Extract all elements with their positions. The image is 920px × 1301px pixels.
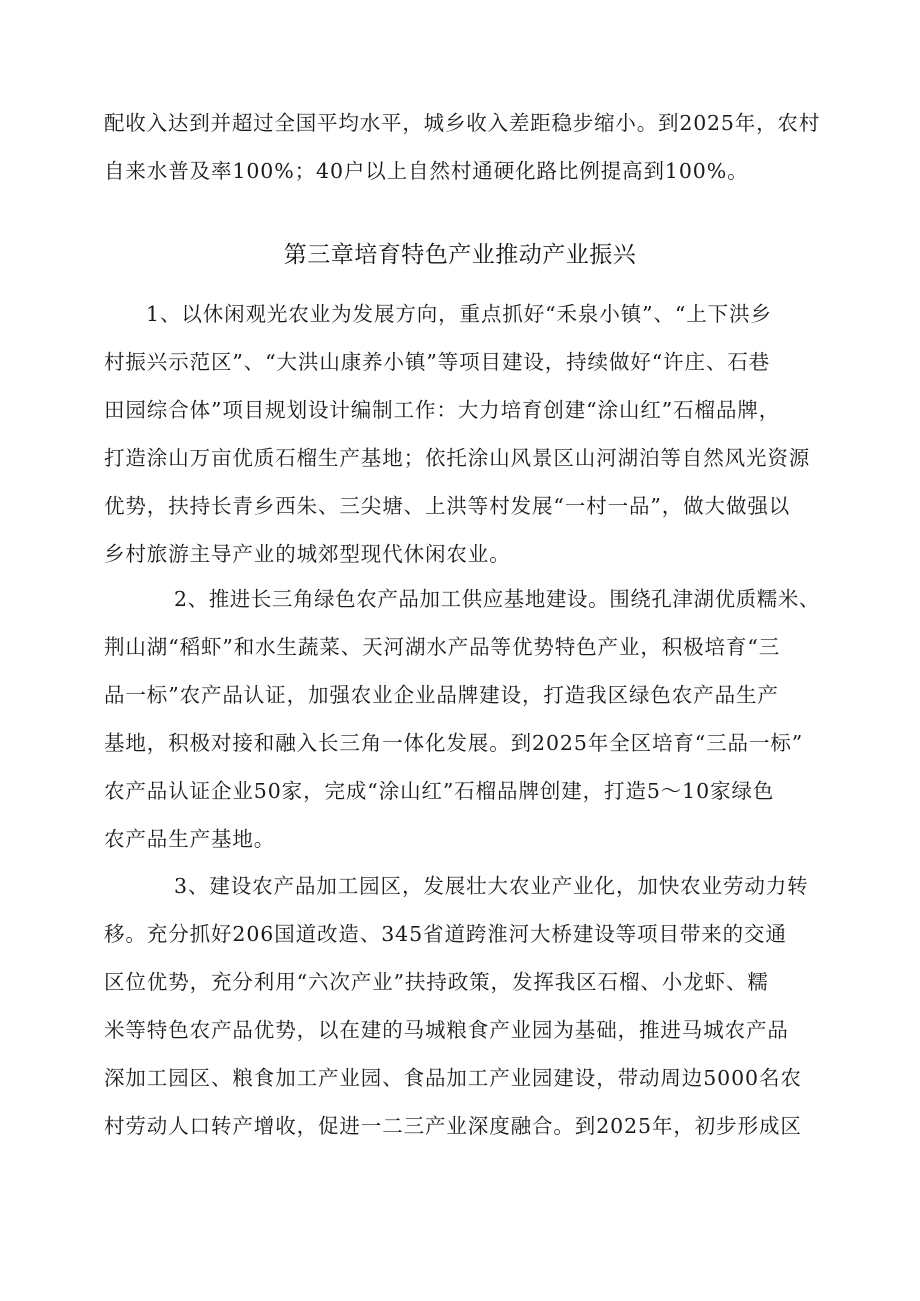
section-3-line-2: 移。充分抓好206国道改造、345省道跨淮河大桥建设等项目带来的交通: [104, 922, 787, 946]
section-2-line-2: 荆山湖“稻虾”和水生蔬菜、天河湖水产品等优势特色产业，积极培育“三: [104, 635, 781, 659]
chapter-title: 第三章培育特色产业推动产业振兴: [283, 242, 637, 268]
section-1-line-6: 乡村旅游主导产业的城郊型现代休闲农业。: [104, 542, 511, 566]
section-1-line-1: 1、以休闲观光农业为发展方向，重点抓好“禾泉小镇”、“上下洪乡: [146, 302, 772, 326]
section-2-line-1: 2、推进长三角绿色农产品加工供应基地建设。围绕孔津湖优质糯米、: [174, 587, 820, 611]
section-2-line-4: 基地，积极对接和融入长三角一体化发展。到2025年全区培育“三品一标”: [104, 731, 804, 755]
section-3-line-5: 深加工园区、粮食加工产业园、食品加工产业园建设，带动周边5000名农: [104, 1066, 802, 1090]
section-2-line-3: 品一标”农产品认证，加强农业企业品牌建设，打造我区绿色农产品生产: [104, 683, 779, 707]
section-1-line-2: 村振兴示范区”、“大洪山康养小镇”等项目建设，持续做好“许庄、石巷: [104, 350, 771, 374]
section-3-line-6: 村劳动人口转产增收，促进一二三产业深度融合。到2025年，初步形成区: [104, 1114, 802, 1138]
intro-line-2: 自来水普及率100%；40户以上自然村通硬化路比例提高到100%。: [104, 159, 749, 183]
section-2-line-6: 农产品生产基地。: [104, 827, 276, 851]
section-1-line-4: 打造涂山万亩优质石榴生产基地；依托涂山风景区山河湖泊等自然风光资源: [104, 446, 811, 470]
section-1-line-3: 田园综合体”项目规划设计编制工作：大力培育创建“涂山红”石榴品牌，: [104, 398, 781, 422]
section-1-line-5: 优势，扶持长青乡西朱、三尖塘、上洪等村发展“一村一品”，做大做强以: [104, 494, 791, 518]
section-3-line-4: 米等特色农产品优势，以在建的马城粮食产业园为基础，推进马城农产品: [104, 1018, 789, 1042]
intro-line-1: 配收入达到并超过全国平均水平，城乡收入差距稳步缩小。到2025年，农村: [104, 111, 820, 135]
section-3-line-3: 区位优势，充分利用“六次产业”扶持政策，发挥我区石榴、小龙虾、糯: [104, 970, 769, 994]
section-3-line-1: 3、建设农产品加工园区，发展壮大农业产业化，加快农业劳动力转: [174, 874, 809, 898]
section-2-line-5: 农产品认证企业50家，完成“涂山红”石榴品牌创建，打造5～10家绿色: [104, 779, 775, 803]
